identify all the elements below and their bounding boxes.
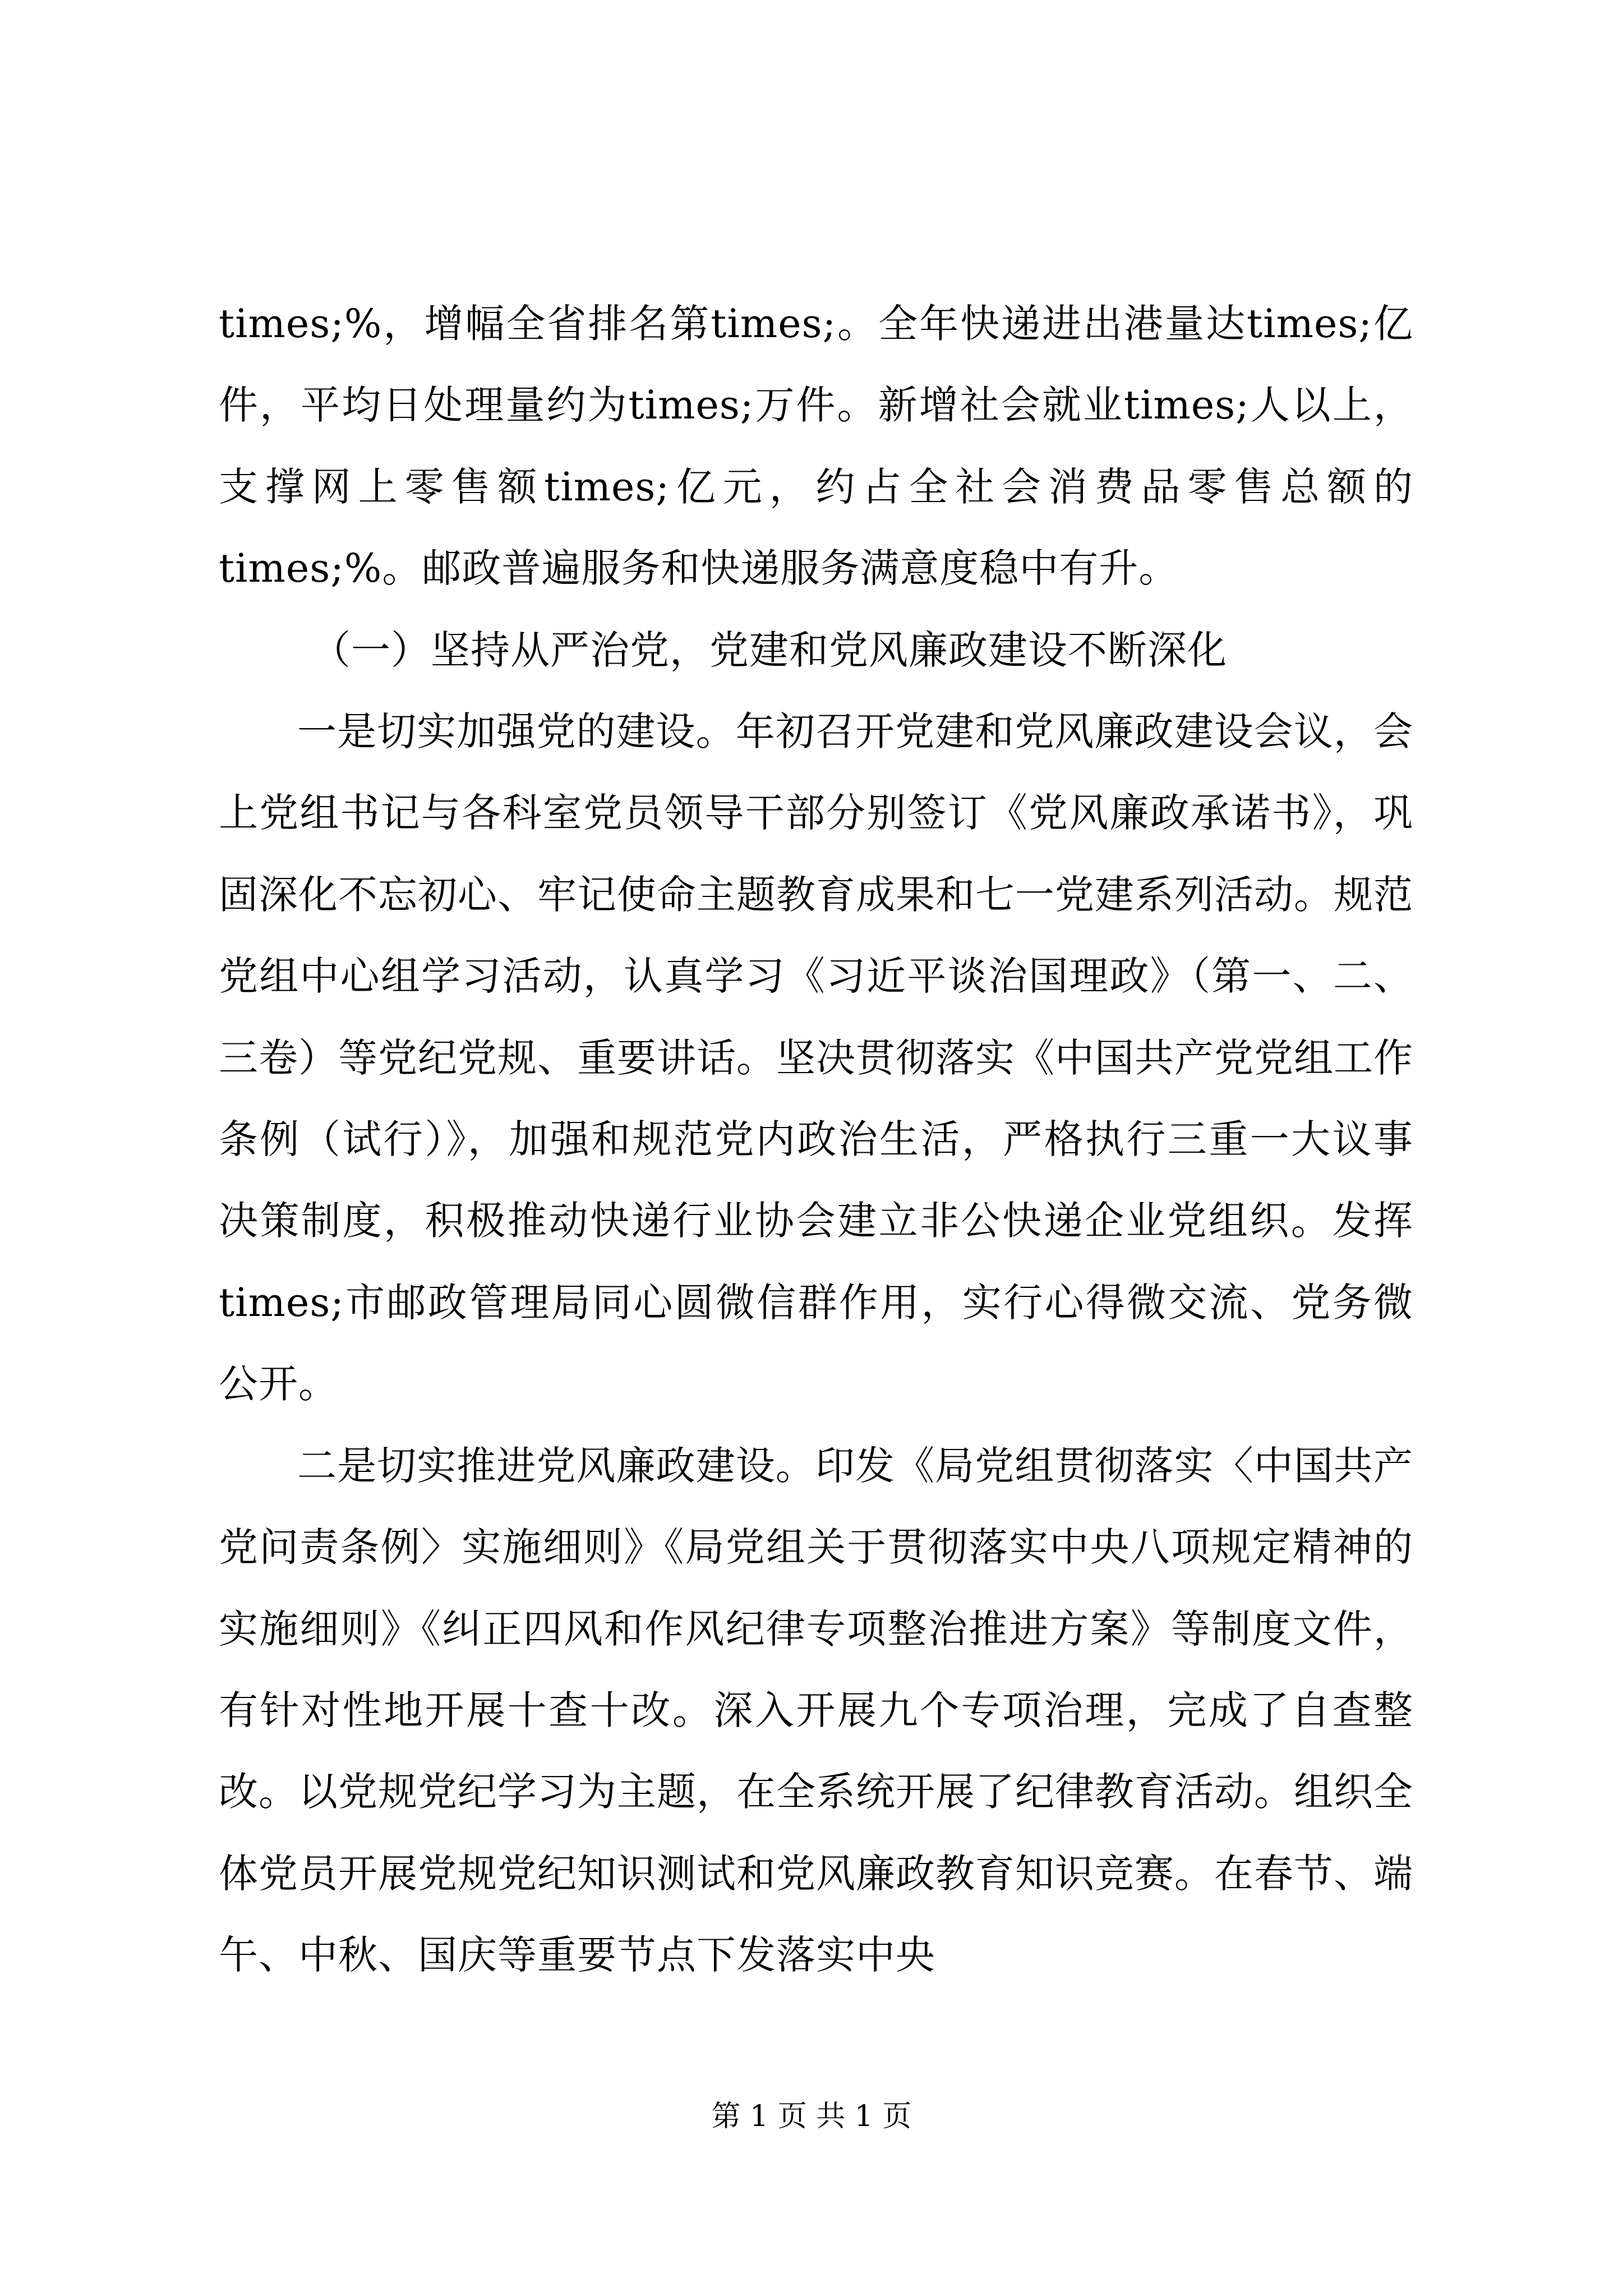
paragraph-party-building: 一是切实加强党的建设。年初召开党建和党风廉政建设会议，会上党组书记与各科室党员领导干部分别签订《党风廉政承诺书》，巩固深化不忘初心、牢记使命主题教育成果和七一党建系列活动。规范党组中心组学习活动，认真学习《习近平谈治国理政》（第一、二、三卷）等党纪党规、重要讲话。坚决贯彻落实《中国共产党党组工作条例（试行）》，加强和规范党内政治生活，严格执行三重一大议事决策制度，积极推动快递行业协会建立非公快递企业党组织。发挥times;市邮政管理局同心圆微信群作用，实行心得微交流、党务微公开。	[219, 708, 1413, 1407]
paragraph-clean-governance: 二是切实推进党风廉政建设。印发《局党组贯彻落实〈中国共产党问责条例〉实施细则》《局党组关于贯彻落实中央八项规定精神的实施细则》《纠正四风和作风纪律专项整治推进方案》等制度文件，有针对性地开展十查十改。深入开展九个专项治理，完成了自查整改。以党规党纪学习为主题，在全系统开展了纪律教育活动。组织全体党员开展党规党纪知识测试和党风廉政教育知识竞赛。在春节、端午、中秋、国庆等重要节点下发落实中央	[219, 1442, 1413, 1978]
paragraph-statistics: times;%，增幅全省排名第times;。全年快递进出港量达times;亿件，平均日处理量约为times;万件。新增社会就业times;人以上，支撑网上零售额times;亿元，约占全社会消费品零售总额的times;%。邮政普遍服务和快递服务满意度稳中有升。	[219, 301, 1413, 592]
page-footer: 第 1 页 共 1 页	[711, 2100, 912, 2133]
section-heading: （一）坚持从严治党，党建和党风廉政建设不断深化	[311, 627, 1227, 673]
document-body	[219, 283, 1413, 1996]
